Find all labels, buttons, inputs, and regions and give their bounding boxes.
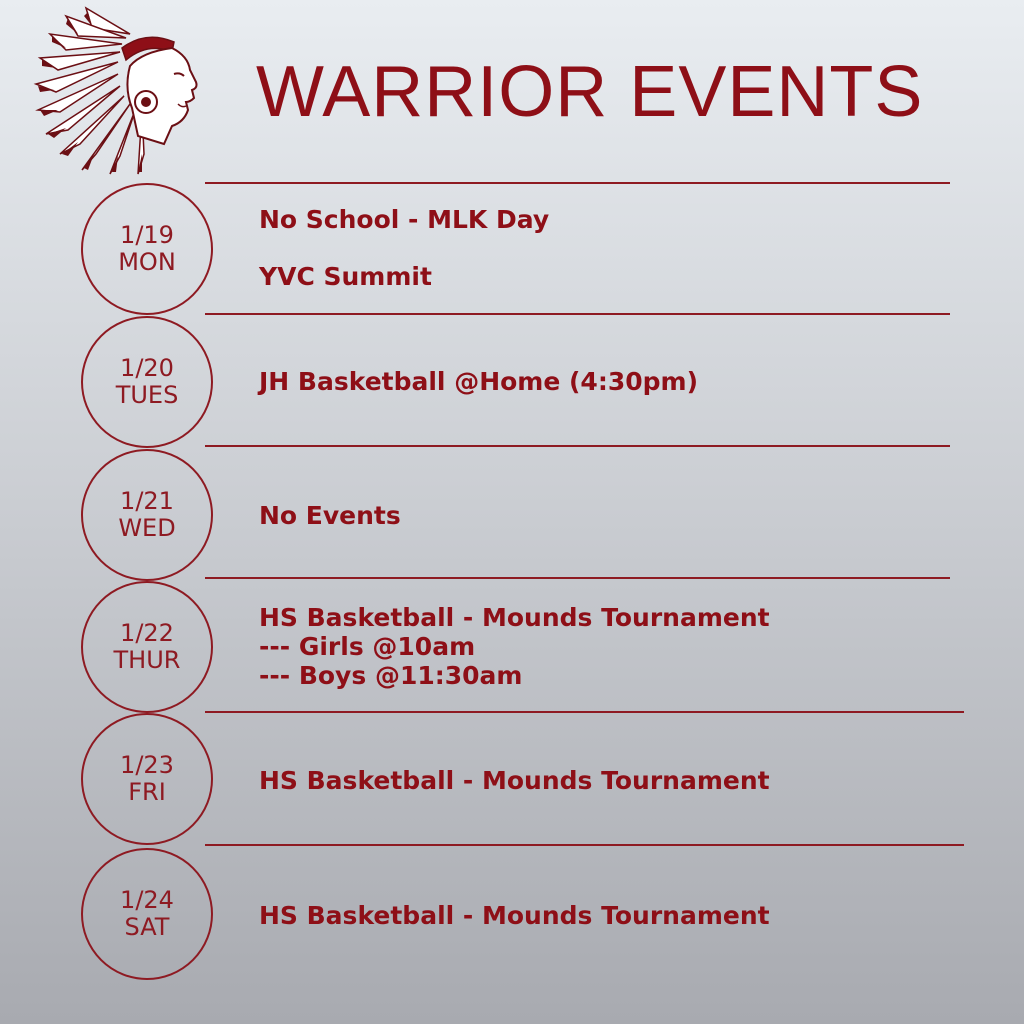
event-item: No Events xyxy=(259,501,401,530)
divider xyxy=(205,182,950,184)
divider xyxy=(205,844,964,846)
date-label: 1/21 xyxy=(120,487,174,515)
weekday-label: FRI xyxy=(128,778,166,806)
date-circle xyxy=(81,848,213,980)
event-item: HS Basketball - Mounds Tournament xyxy=(259,901,770,930)
event-item: No School - MLK Day xyxy=(259,205,550,234)
date-circle xyxy=(81,581,213,713)
event-list xyxy=(259,367,698,396)
event-item: YVC Summit xyxy=(259,262,432,291)
event-list xyxy=(259,205,549,291)
weekday-label: SAT xyxy=(124,913,170,941)
page-title: WARRIOR EVENTS xyxy=(256,52,924,132)
event-list xyxy=(259,901,770,930)
date-circle xyxy=(81,316,213,448)
date-circle xyxy=(81,183,213,315)
divider xyxy=(205,711,964,713)
date-circle xyxy=(81,449,213,581)
weekday-label: TUES xyxy=(115,381,179,409)
divider xyxy=(205,577,950,579)
date-label: 1/24 xyxy=(120,886,174,914)
event-list xyxy=(259,501,401,530)
date-label: 1/23 xyxy=(120,751,174,779)
warrior-headdress-logo-icon xyxy=(26,4,206,176)
weekday-label: WED xyxy=(118,514,176,542)
date-circle xyxy=(81,713,213,845)
event-item: JH Basketball @Home (4:30pm) xyxy=(259,367,698,396)
date-label: 1/22 xyxy=(120,619,174,647)
weekday-label: MON xyxy=(118,248,176,276)
date-label: 1/20 xyxy=(120,354,174,382)
event-item: HS Basketball - Mounds Tournament xyxy=(259,766,770,795)
weekday-label: THUR xyxy=(113,646,181,674)
date-label: 1/19 xyxy=(120,221,174,249)
event-item: --- Boys @11:30am xyxy=(259,661,523,690)
event-list xyxy=(259,603,770,690)
event-list xyxy=(259,766,770,795)
event-item: HS Basketball - Mounds Tournament xyxy=(259,603,770,632)
event-item: --- Girls @10am xyxy=(259,632,476,661)
divider xyxy=(205,445,950,447)
divider xyxy=(205,313,950,315)
